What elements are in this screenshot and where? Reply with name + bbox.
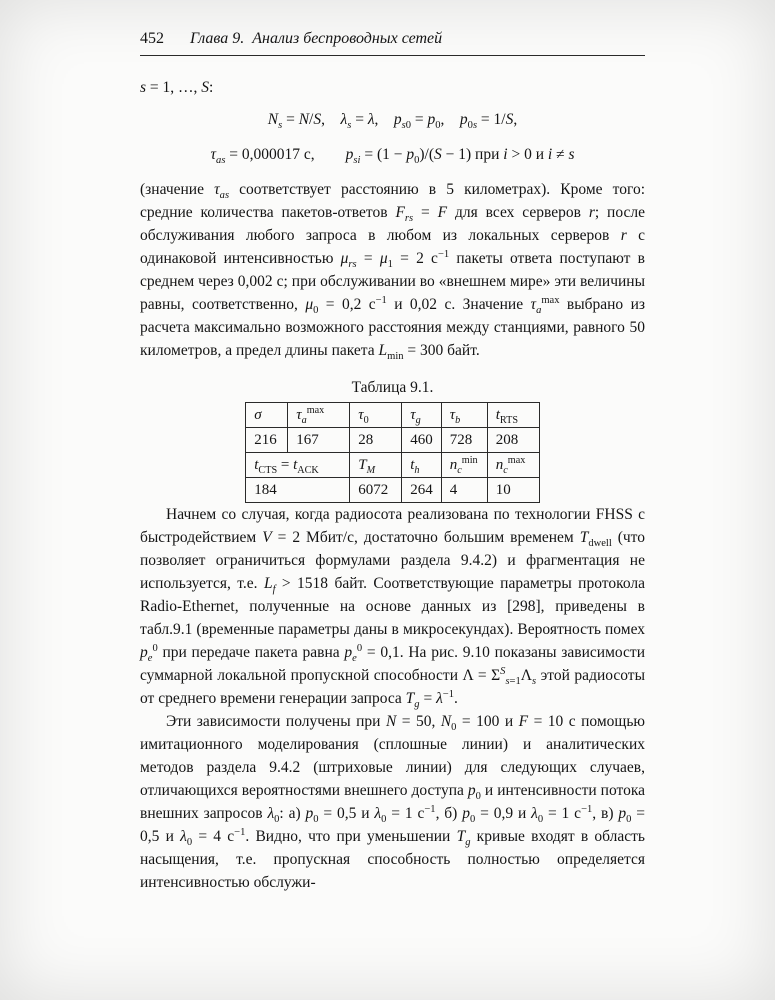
table-cell: $T_M$ — [350, 453, 402, 478]
table-cell: 184 — [246, 478, 350, 503]
table-row — [246, 403, 540, 428]
parameters-table — [245, 402, 540, 503]
table-cell: $t_h$ — [402, 453, 442, 478]
table-cell: 167 — [288, 428, 350, 453]
chapter-title: Глава 9. Анализ беспроводных сетей — [190, 30, 443, 47]
table-cell: 216 — [246, 428, 288, 453]
table-cell: $n_c^{min}$ — [441, 453, 487, 478]
table-cell: 28 — [350, 428, 402, 453]
paragraph-fhss: Начнем со случая, когда радиосота реализована по технологии FHSS с быстродействием V = 2 Мбит/с, достаточно большим временем $T_{dwell}$ (что позволяет ограничиться формулами раздела 9.4.2) и фрагментация не используется, т.е. $L_f > 1518$ байт. Соответствующие параметры протокола Radio-Ethernet, полученные на основе данных из [298], приведены в табл.9.1 (временные параметры даны в микросекундах). Вероятность помех $p_e^0$ при передаче пакета равна $p_e^0 = 0,1$. На рис. 9.10 показаны зависимости суммарной локальной пропускной способности $\Lambda = \Sigma^S_{s=1}\Lambda_s$ этой радиосоты от среднего времени генерации запроса $T_g = \lambda^{-1}$. — [140, 506, 645, 711]
table-cell: 728 — [441, 428, 487, 453]
page-number: 452 — [140, 30, 164, 47]
table-cell: 6072 — [350, 478, 402, 503]
page-content — [140, 76, 645, 894]
table-cell: 208 — [487, 428, 539, 453]
paragraph-dependencies: Эти зависимости получены при N = 50, $N_0 = 100$ и F = 10 с помощью имитационного моделирования (сплошные линии) и аналитических методов раздела 9.4.2 (штриховые линии) для следующих случаев, отличающихся вероятностями внешнего доступа $p_0$ и интенсивности потока внешних запросов $\lambda_0$: а) $p_0 = 0,5$ и $\lambda_0 = 1$ $с^{-1}$, б) $p_0 = 0,9$ и $\lambda_0 = 1$ $с^{-1}$, в) $p_0 = 0,5$ и $\lambda_0 = 4$ $с^{-1}$. Видно, что при уменьшении $T_g$ кривые входят в область насыщения, т.е. пропускная способность полностью определяется интенсивностью обслужи- — [140, 713, 646, 891]
running-head — [140, 30, 645, 56]
table-block — [140, 376, 645, 503]
table-cell: 10 — [487, 478, 539, 503]
table-cell: $\tau_a^{max}$ — [288, 403, 350, 428]
table-cell: $\tau_b$ — [441, 403, 487, 428]
table-row — [246, 478, 540, 503]
table-cell: 4 — [441, 478, 487, 503]
intro-line: s = 1, …, S: — [140, 79, 214, 96]
formula-tau-psi: $\tau_{as} = 0,000017$ с, $p_{si} = (1 - p_0)/(S - 1)$ при i > 0 и i ≠ s — [210, 146, 575, 167]
paragraph-parameters: (значение $\tau_{as}$ соответствует расстоянию в 5 километрах). Кроме того: средние количества пакетов-ответов $F_{rs} = F$ для всех серверов r; после обслуживания любого запроса в любом из локальных серверов r с одинаковой интенсивностью $\mu_{rs} = \mu_1 = 2$ $с^{-1}$ пакеты ответа поступают в среднем через 0,002 с; при обслуживании во «внешнем мире» эти величины равны, соответственно, $\mu_0 = 0,2$ $с^{-1}$ и 0,02 с. Значение $\tau_a^{max}$ выбрано из расчета максимально возможного расстояния между станциями, равного 50 километров, а предел длины пакета $L_{min} = 300$ байт. — [140, 181, 646, 363]
table-caption: Таблица 9.1. — [351, 379, 434, 396]
table-cell: 264 — [402, 478, 442, 503]
table-cell: $n_c^{max}$ — [487, 453, 539, 478]
formula-ns-lambda: $N_s = N/S$, $\lambda_s = \lambda$, $p_{s0} = p_0$, $p_{0s} = 1/S$, — [267, 111, 518, 132]
table-cell: σ — [246, 403, 288, 428]
table-cell: 460 — [402, 428, 442, 453]
table-cell: $t_{RTS}$ — [487, 403, 539, 428]
table-row — [246, 453, 540, 478]
table-cell: $\tau_0$ — [350, 403, 402, 428]
table-cell: $t_{CTS} = t_{ACK}$ — [246, 453, 350, 478]
table-cell: $\tau_g$ — [402, 403, 442, 428]
table-row — [246, 428, 540, 453]
